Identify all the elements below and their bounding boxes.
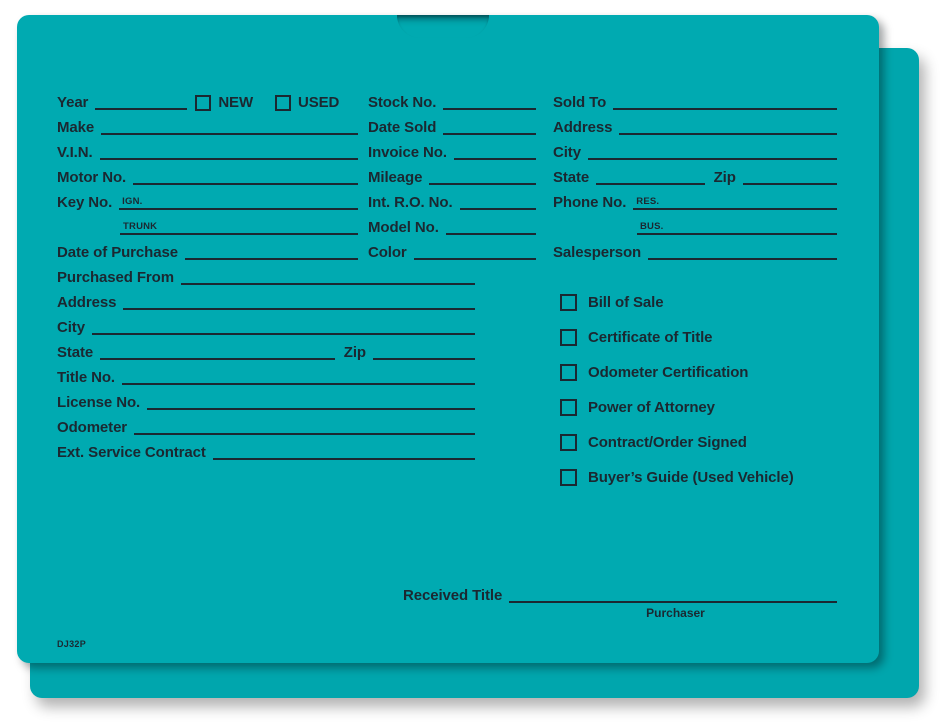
trunk-label: TRUNK (123, 221, 158, 232)
key-no-ign-line[interactable] (119, 195, 358, 210)
new-label: NEW (218, 94, 254, 111)
received-title-row (403, 580, 837, 605)
purchased-from-line[interactable] (181, 270, 475, 285)
seller-state-zip-row (57, 337, 475, 362)
seller-zip-label: Zip (343, 344, 366, 361)
model-no-line[interactable] (446, 220, 536, 235)
key-no-trunk-row (57, 212, 358, 237)
ext-service-contract-line[interactable] (213, 445, 475, 460)
checklist-item (560, 285, 850, 320)
contract-order-signed-checkbox[interactable] (560, 434, 577, 451)
buyer-city-label: City (553, 144, 581, 161)
int-ro-no-row (368, 187, 536, 212)
phone-bus-line[interactable] (637, 220, 837, 235)
ign-label: IGN. (122, 196, 143, 207)
received-title-label: Received Title (403, 587, 503, 604)
buyer-zip-line[interactable] (743, 170, 837, 185)
seller-city-row (57, 312, 475, 337)
stock-no-label: Stock No. (368, 94, 437, 111)
buyer-city-line[interactable] (588, 145, 837, 160)
power-of-attorney-checkbox[interactable] (560, 399, 577, 416)
phone-res-row (553, 187, 837, 212)
key-no-trunk-line[interactable] (120, 220, 358, 235)
buyers-guide-checkbox[interactable] (560, 469, 577, 486)
purchased-from-row (57, 262, 475, 287)
model-no-label: Model No. (368, 219, 439, 236)
mileage-row (368, 162, 536, 187)
seller-city-label: City (57, 319, 85, 336)
power-of-attorney-label: Power of Attorney (588, 399, 715, 416)
document-checklist (560, 285, 850, 495)
vehicle-fields-lower (57, 262, 475, 462)
make-row (57, 112, 358, 137)
buyer-state-label: State (553, 169, 590, 186)
key-no-label: Key No. (57, 194, 113, 211)
product-code: DJ32P (57, 639, 87, 649)
buyer-address-line[interactable] (619, 120, 837, 135)
sold-to-line[interactable] (613, 95, 837, 110)
received-title-block (403, 580, 837, 620)
seller-state-line[interactable] (100, 345, 335, 360)
stock-no-row (368, 87, 536, 112)
salesperson-row (553, 237, 837, 262)
buyer-address-label: Address (553, 119, 613, 136)
license-no-label: License No. (57, 394, 141, 411)
vin-line[interactable] (100, 145, 358, 160)
seller-state-label: State (57, 344, 94, 361)
buyer-state-zip-row (553, 162, 837, 187)
phone-res-line[interactable] (633, 195, 837, 210)
contract-order-signed-label: Contract/Order Signed (588, 434, 747, 451)
color-line[interactable] (414, 245, 536, 260)
motor-no-row (57, 162, 358, 187)
key-no-ign-row (57, 187, 358, 212)
certificate-of-title-label: Certificate of Title (588, 329, 713, 346)
title-no-label: Title No. (57, 369, 115, 386)
purchased-from-label: Purchased From (57, 269, 174, 286)
date-of-purchase-row (57, 237, 358, 262)
odometer-line[interactable] (134, 420, 475, 435)
checklist-item (560, 320, 850, 355)
date-of-purchase-line[interactable] (185, 245, 358, 260)
checklist-item (560, 460, 850, 495)
sold-to-label: Sold To (553, 94, 607, 111)
buyer-zip-label: Zip (713, 169, 736, 186)
invoice-no-line[interactable] (454, 145, 536, 160)
received-title-line[interactable] (509, 588, 837, 603)
buyer-address-row (553, 112, 837, 137)
new-checkbox[interactable] (195, 95, 211, 111)
int-ro-no-label: Int. R.O. No. (368, 194, 453, 211)
checklist-item (560, 425, 850, 460)
year-line[interactable] (95, 95, 187, 110)
phone-bus-row (553, 212, 837, 237)
used-label: USED (298, 94, 340, 111)
title-no-line[interactable] (122, 370, 475, 385)
color-label: Color (368, 244, 407, 261)
vehicle-fields-upper (57, 87, 358, 262)
salesperson-label: Salesperson (553, 244, 642, 261)
license-no-row (57, 387, 475, 412)
sale-fields (368, 87, 536, 262)
mileage-label: Mileage (368, 169, 423, 186)
bill-of-sale-checkbox[interactable] (560, 294, 577, 311)
seller-city-line[interactable] (92, 320, 475, 335)
sold-to-row (553, 87, 837, 112)
model-no-row (368, 212, 536, 237)
date-sold-line[interactable] (443, 120, 536, 135)
mileage-line[interactable] (429, 170, 536, 185)
seller-zip-line[interactable] (373, 345, 475, 360)
odometer-certification-label: Odometer Certification (588, 364, 749, 381)
seller-address-line[interactable] (123, 295, 475, 310)
odometer-row (57, 412, 475, 437)
odometer-certification-checkbox[interactable] (560, 364, 577, 381)
stock-no-line[interactable] (443, 95, 536, 110)
date-of-purchase-label: Date of Purchase (57, 244, 178, 261)
bill-of-sale-label: Bill of Sale (588, 294, 664, 311)
buyer-fields (553, 87, 837, 262)
vin-row (57, 137, 358, 162)
certificate-of-title-checkbox[interactable] (560, 329, 577, 346)
invoice-no-label: Invoice No. (368, 144, 447, 161)
motor-no-label: Motor No. (57, 169, 127, 186)
checklist-item (560, 390, 850, 425)
seller-address-label: Address (57, 294, 117, 311)
bus-label: BUS. (640, 221, 664, 232)
salesperson-line[interactable] (648, 245, 837, 260)
ext-service-contract-row (57, 437, 475, 462)
int-ro-no-line[interactable] (460, 195, 536, 210)
vin-label: V.I.N. (57, 144, 93, 161)
invoice-no-row (368, 137, 536, 162)
license-no-line[interactable] (147, 395, 475, 410)
seller-address-row (57, 287, 475, 312)
color-row (368, 237, 536, 262)
phone-no-label: Phone No. (553, 194, 627, 211)
year-label: Year (57, 94, 89, 111)
odometer-label: Odometer (57, 419, 128, 436)
purchaser-caption: Purchaser (646, 606, 705, 620)
title-no-row (57, 362, 475, 387)
ext-service-contract-label: Ext. Service Contract (57, 444, 206, 461)
checklist-item (560, 355, 850, 390)
res-label: RES. (636, 196, 660, 207)
make-line[interactable] (101, 120, 358, 135)
year-row (57, 87, 358, 112)
buyer-city-row (553, 137, 837, 162)
make-label: Make (57, 119, 95, 136)
buyers-guide-label: Buyer’s Guide (Used Vehicle) (588, 469, 794, 486)
used-checkbox[interactable] (275, 95, 291, 111)
thumb-notch (397, 15, 489, 38)
date-sold-label: Date Sold (368, 119, 437, 136)
date-sold-row (368, 112, 536, 137)
motor-no-line[interactable] (133, 170, 358, 185)
buyer-state-line[interactable] (596, 170, 704, 185)
deal-jacket-front-panel (17, 15, 879, 663)
